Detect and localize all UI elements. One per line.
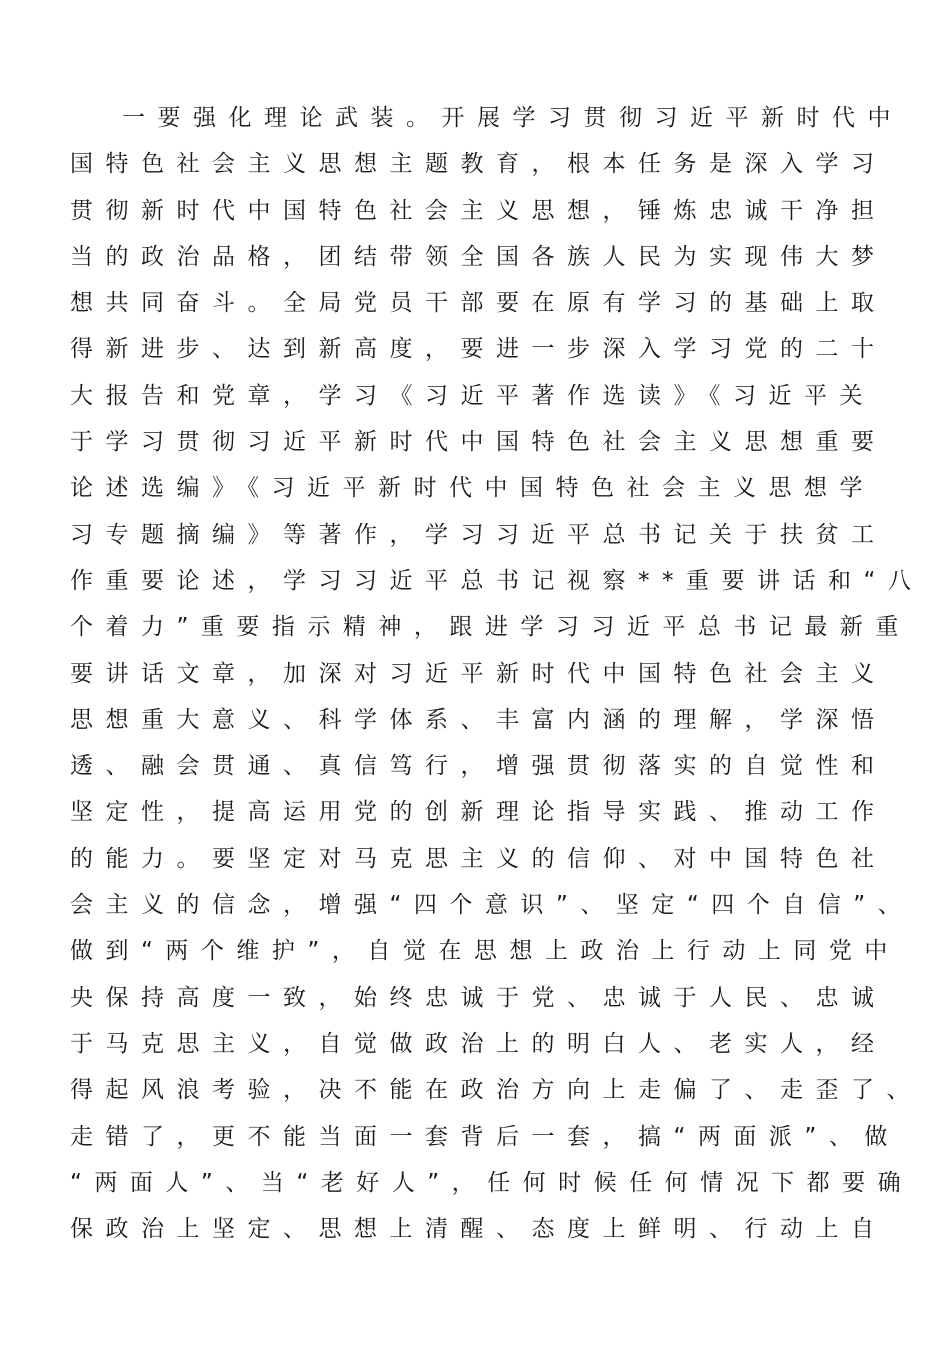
paragraph-line: 央保持高度一致，始终忠诚于党、忠诚于人民、忠诚 <box>70 984 887 1011</box>
paragraph-line: 当的政治品格，团结带领全国各族人民为实现伟大梦 <box>70 243 887 270</box>
paragraph-line: 大报告和党章，学习《习近平著作选读》《习近平关 <box>70 382 875 409</box>
paragraph-line: 想共同奋斗。全局党员干部要在原有学习的基础上取 <box>70 290 887 317</box>
paragraph-line: 坚定性，提高运用党的创新理论指导实践、推动工作 <box>70 799 887 826</box>
paragraph-line: 于马克思主义，自觉做政治上的明白人、老实人，经 <box>70 1030 887 1057</box>
paragraph-line: 透、融会贯通、真信笃行，增强贯彻落实的自觉性和 <box>70 753 887 780</box>
paragraph-line: 习专题摘编》等著作，学习习近平总书记关于扶贫工 <box>70 521 887 548</box>
body-paragraph <box>70 95 924 1252</box>
paragraph-line: “两面人”、当“老好人”，任何时候任何情况下都要确 <box>70 1169 914 1196</box>
paragraph-line: 的能力。要坚定对马克思主义的信仰、对中国特色社 <box>70 845 887 872</box>
paragraph-line: 个着力”重要指示精神，跟进学习习近平总书记最新重 <box>70 614 911 641</box>
paragraph-line: 思想重大意义、科学体系、丰富内涵的理解，学深悟 <box>70 706 887 733</box>
paragraph-line: 会主义的信念，增强“四个意识”、坚定“四个自信”、 <box>70 892 914 919</box>
paragraph-line: 一要强化理论武装。开展学习贯彻习近平新时代中 <box>122 105 903 131</box>
paragraph-line: 得起风浪考验，决不能在政治方向上走偏了、走歪了、 <box>70 1077 922 1104</box>
paragraph-line: 走错了，更不能当面一套背后一套，搞“两面派”、做 <box>70 1123 900 1150</box>
paragraph-line: 论述选编》《习近平新时代中国特色社会主义思想学 <box>70 475 875 502</box>
paragraph-line: 得新进步、达到新高度，要进一步深入学习党的二十 <box>70 336 887 363</box>
paragraph-line: 于学习贯彻习近平新时代中国特色社会主义思想重要 <box>70 429 887 456</box>
paragraph-line: 保政治上坚定、思想上清醒、态度上鲜明、行动上自 <box>70 1216 887 1243</box>
paragraph-line: 作重要论述，学习习近平总书记视察**重要讲话和“八 <box>70 567 924 594</box>
paragraph-line: 做到“两个维护”，自觉在思想上政治上行动上同党中 <box>70 938 900 965</box>
paragraph-line: 国特色社会主义思想主题教育，根本任务是深入学习 <box>70 151 887 178</box>
paragraph-line: 贯彻新时代中国特色社会主义思想，锤炼忠诚干净担 <box>70 197 887 224</box>
paragraph-line: 要讲话文章，加深对习近平新时代中国特色社会主义 <box>70 660 887 687</box>
